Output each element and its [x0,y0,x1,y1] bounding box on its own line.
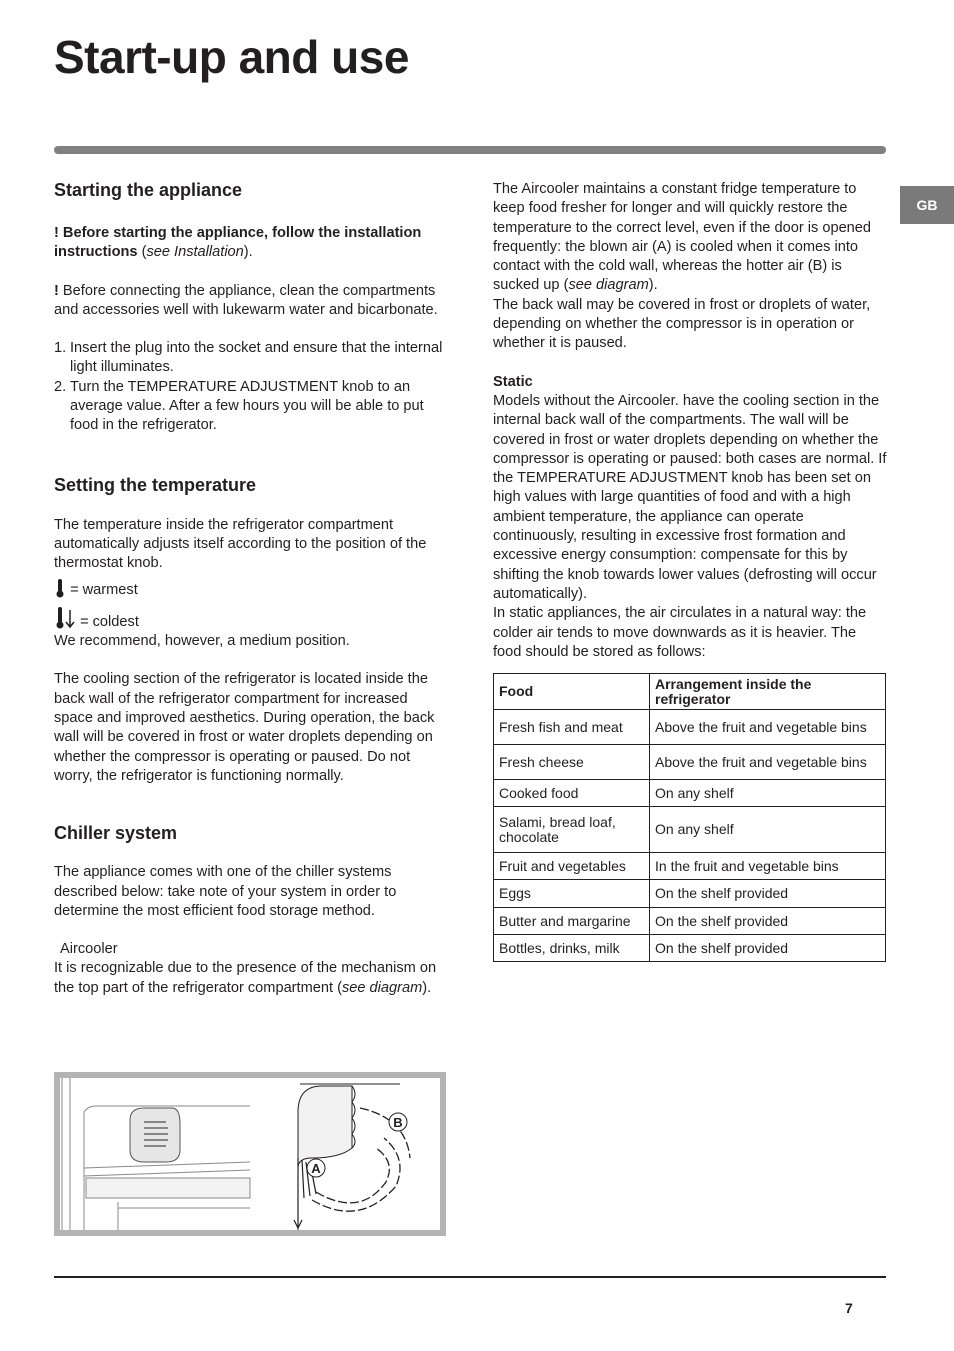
left-column [54,180,446,998]
diagram-label-a: A [311,1161,321,1176]
cleaning-warning: ! Before connecting the appliance, clean the compartments and accessories well with lukewarm water and bicarbonate. [54,282,438,318]
installation-warning-bold: ! Before starting the appliance, follow the installation instructions [54,225,422,261]
cooling-section-text: The cooling section of the refrigerator is located inside the back wall of the refrigerator compartment for increased space and improved aesthetics. During operation, the back wall will be covered in frost or water droplets depending on whether the compressor is operating or paused. Do not worry, the refrigerator is functioning normally. [54,671,435,784]
table-cell: On the shelf provided [650,880,886,908]
language-tab: GB [900,186,954,224]
table-header-food: Food [494,674,650,710]
table-cell: Above the fruit and vegetable bins [650,710,886,745]
right-column [493,180,888,962]
table-row [494,780,886,807]
table-row [494,853,886,880]
chiller-intro: The appliance comes with one of the chiller systems described below: take note of your system in order to determine the most efficient food storage method. [54,864,397,919]
startup-steps [54,339,446,435]
back-wall-text: The back wall may be covered in frost or droplets of water, depending on whether the compressor is in operation or whether it is paused. [493,296,871,352]
footer-divider [54,1276,886,1278]
table-cell: On the shelf provided [650,908,886,935]
table-row [494,710,886,745]
table-cell: On the shelf provided [650,935,886,962]
list-item: 1. Insert the plug into the socket and ensure that the internal light illuminates. [54,340,443,376]
section-heading-chiller: Chiller system [54,823,178,844]
table-row [494,908,886,935]
page-number: 7 [845,1300,853,1316]
section-heading-temperature: Setting the temperature [54,474,257,495]
table-cell: Eggs [494,880,650,908]
table-row [494,807,886,853]
table-header-arrangement: Arrangement inside the refrigerator [650,674,886,710]
food-storage-table [493,673,886,962]
recommendation: We recommend, however, a medium position. [54,633,350,650]
table-row [494,880,886,908]
coldest-legend: = coldest [54,606,446,632]
page-title: Start-up and use [54,31,409,83]
title-divider [54,146,886,154]
thermometer-cold-icon [54,606,76,630]
table-cell: Butter and margarine [494,908,650,935]
table-cell: Above the fruit and vegetable bins [650,745,886,780]
section-heading-starting: Starting the appliance [54,180,243,200]
table-row [494,745,886,780]
thermometer-warm-icon [54,578,66,598]
table-cell: Fruit and vegetables [494,853,650,880]
list-item: 2. Turn the TEMPERATURE ADJUSTMENT knob to an average value. After a few hours you will be able to put food in the refrigerator. [54,378,424,434]
table-header-row [494,674,886,710]
table-cell: Salami, bread loaf, chocolate [494,807,650,853]
table-cell: On any shelf [650,807,886,853]
table-row [494,935,886,962]
aircooler-label: Aircooler [60,941,118,958]
table-cell: Fresh fish and meat [494,710,650,745]
aircooler-explanation: The Aircooler maintains a constant fridge temperature to keep food fresher for longer and will quickly restore the temperature to the correct level, even if the door is opened frequently: the blown air (A) is cooled when it comes into contact with the cold wall, whereas the hotter air (B) is sucked up (see diagram). [493,181,872,294]
aircooler-illustration [60,1078,440,1230]
static-heading: Static [493,373,533,390]
static-air-circulation: In static appliances, the air circulates in a natural way: the colder air tends to move downwards as it is heavier. The food should be stored as follows: [493,605,867,660]
table-cell: On any shelf [650,780,886,807]
aircooler-diagram [54,1072,446,1236]
temperature-intro: The temperature inside the refrigerator compartment automatically adjusts itself according to the position of the thermostat knob. [54,516,427,572]
static-description: Models without the Aircooler. have the cooling section in the internal back wall of the compartments. The wall will be covered in frost or water droplets depending on whether the compressor is operating or paused: both cases are normal. If the TEMPERATURE ADJUSTMENT knob has been set on high values with large quantities of food and with a high ambient temperature, the appliance can operate continuously, resulting in excessive frost formation and excessive energy consumption: compensate for this by shifting the knob towards lower values (defrosting will occur automatically). [493,392,887,602]
diagram-label-b: B [393,1115,403,1130]
table-cell: Bottles, drinks, milk [494,935,650,962]
table-cell: In the fruit and vegetable bins [650,853,886,880]
table-cell: Fresh cheese [494,745,650,780]
aircooler-description: It is recognizable due to the presence of the mechanism on the top part of the refrigerator compartment (see diagram). [54,960,437,996]
table-cell: Cooked food [494,780,650,807]
warmest-legend: = warmest [54,578,446,600]
installation-warning: ! Before starting the appliance, follow the installation instructions (see Installation). [54,225,422,261]
installation-reference: see Installation [146,244,244,261]
